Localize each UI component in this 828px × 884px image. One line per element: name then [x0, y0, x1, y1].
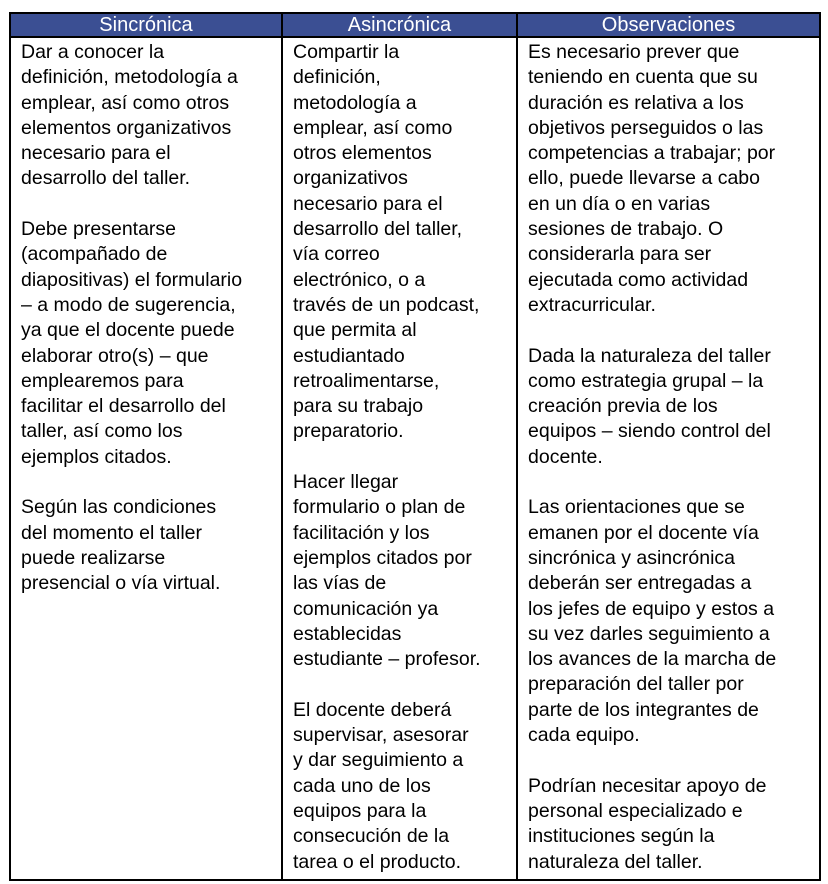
paragraph: Dar a conocer la definición, metodología a emplear, así como otros elementos organizativos necesario para el desarrollo del taller. [21, 41, 238, 190]
table-row [10, 37, 820, 880]
paragraph: Es necesario prever que teniendo en cuenta que su duración es relativa a los objetivos perseguidos o las competencias a trabajar; por ello, puede llevarse a cabo en un día o en varias sesiones de trabajo. O considerarla para ser ejecutada como actividad extracurricular. [528, 41, 776, 316]
cell-asincronica [282, 37, 517, 880]
paragraph: Compartir la definición, metodología a emplear, así como otros elementos organizativos necesario para el desarrollo del taller, vía correo electrónico, o a través de un podcast, que permita al estudiantado retroalimentarse, para su trabajo preparatorio. [293, 41, 480, 443]
header-asincronica: Asincrónica [282, 13, 517, 37]
paragraph: Las orientaciones que se emanen por el docente vía sincrónica y asincrónica deberán ser entregadas a los jefes de equipo y estos a su vez darles seguimiento a los avances de la marcha de preparación del taller por parte de los integrantes de cada equipo. [528, 496, 777, 747]
paragraph: El docente deberá supervisar, asesorar y dar seguimiento a cada uno de los equipos para la consecución de la tarea o el producto. [293, 698, 469, 873]
paragraph: Según las condiciones del momento el taller puede realizarse presencial o vía virtual. [21, 496, 221, 595]
header-observaciones: Observaciones [517, 13, 820, 37]
comparison-table [9, 12, 821, 881]
paragraph: Dada la naturaleza del taller como estrategia grupal – la creación previa de los equipos – siendo control del docente. [528, 344, 771, 468]
paragraph: Debe presentarse (acompañado de diapositivas) el formulario – a modo de sugerencia, ya que el docente puede elaborar otro(s) – que emplearemos para facilitar el desarrollo del taller, así como los ejemplos citados. [21, 218, 243, 468]
paragraph: Podrían necesitar apoyo de personal especializado e instituciones según la naturaleza del taller. [528, 774, 767, 873]
cell-observaciones [517, 37, 820, 880]
header-row [10, 13, 820, 37]
header-sincronica: Sincrónica [10, 13, 282, 37]
paragraph: Hacer llegar formulario o plan de facilitación y los ejemplos citados por las vías de comunicación ya establecidas estudiante – profesor. [293, 471, 481, 671]
cell-sincronica [10, 37, 282, 880]
